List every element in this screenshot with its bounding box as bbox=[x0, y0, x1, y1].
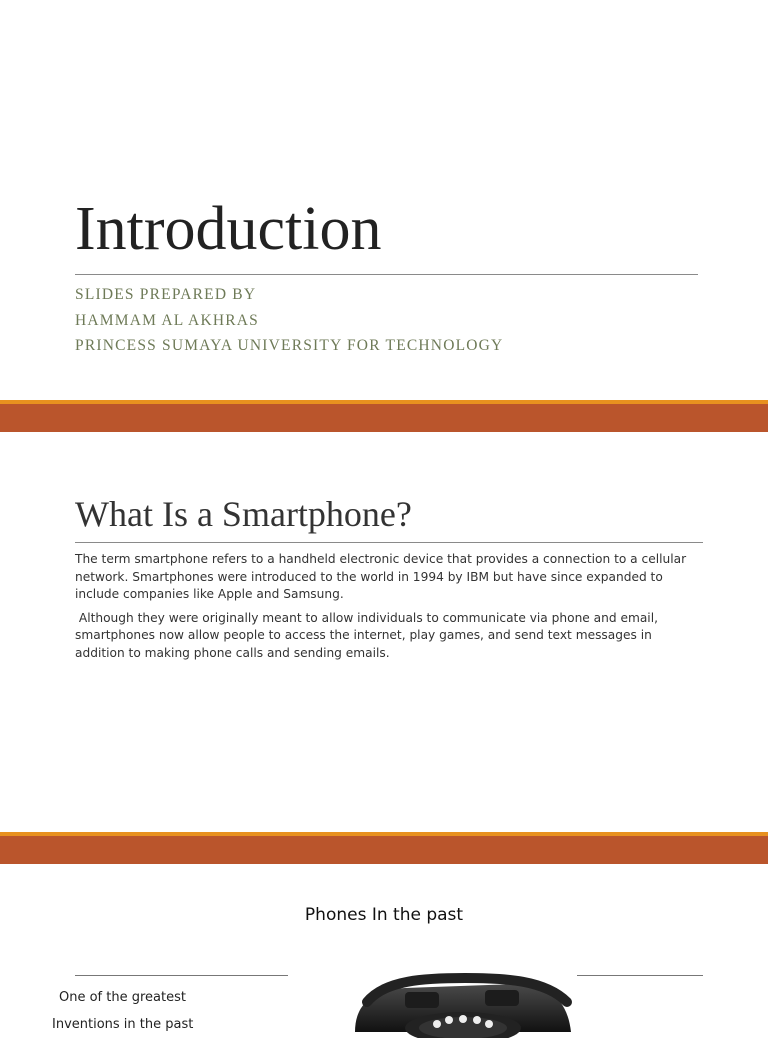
slide-separator bbox=[0, 400, 768, 432]
slide-introduction bbox=[0, 0, 768, 400]
rotary-telephone-icon bbox=[345, 972, 585, 1032]
separator-accent bbox=[0, 832, 768, 836]
slide-title: What Is a Smartphone? bbox=[75, 494, 412, 534]
slide-what-is-smartphone bbox=[0, 432, 768, 832]
body-line: Inventions in the past bbox=[52, 1017, 194, 1032]
body-paragraph: The term smartphone refers to a handheld electronic device that provides a connection to a cellular network. Smartphones were introduced to the world in 1994 by IBM but have since expanded to include companies like Apple and Samsung. bbox=[75, 552, 687, 601]
slide-body bbox=[52, 984, 282, 1038]
slide-title: Introduction bbox=[75, 195, 382, 263]
title-divider-line bbox=[75, 542, 703, 543]
slide-body bbox=[75, 551, 703, 668]
body-line: One of the greatest bbox=[59, 990, 186, 1005]
left-divider-line bbox=[75, 975, 288, 976]
slide-title: Phones In the past bbox=[304, 905, 464, 925]
title-divider-line bbox=[75, 274, 698, 275]
slide-separator bbox=[0, 832, 768, 864]
subtitle-line: HAMMAM AL AKHRAS bbox=[75, 311, 259, 329]
subtitle-line: SLIDES PREPARED BY bbox=[75, 286, 257, 303]
subtitle-line: PRINCESS SUMAYA UNIVERSITY FOR TECHNOLOGY bbox=[75, 337, 504, 354]
separator-accent bbox=[0, 400, 768, 404]
right-divider-line bbox=[577, 975, 703, 976]
slide-subtitle bbox=[75, 282, 503, 359]
slide-phones-past bbox=[0, 864, 768, 1032]
body-paragraph: Although they were originally meant to allow individuals to communicate via phone and email, smartphones now allow people to access the internet, play games, and send text messages in addition to making phone calls and sending emails. bbox=[75, 610, 662, 660]
